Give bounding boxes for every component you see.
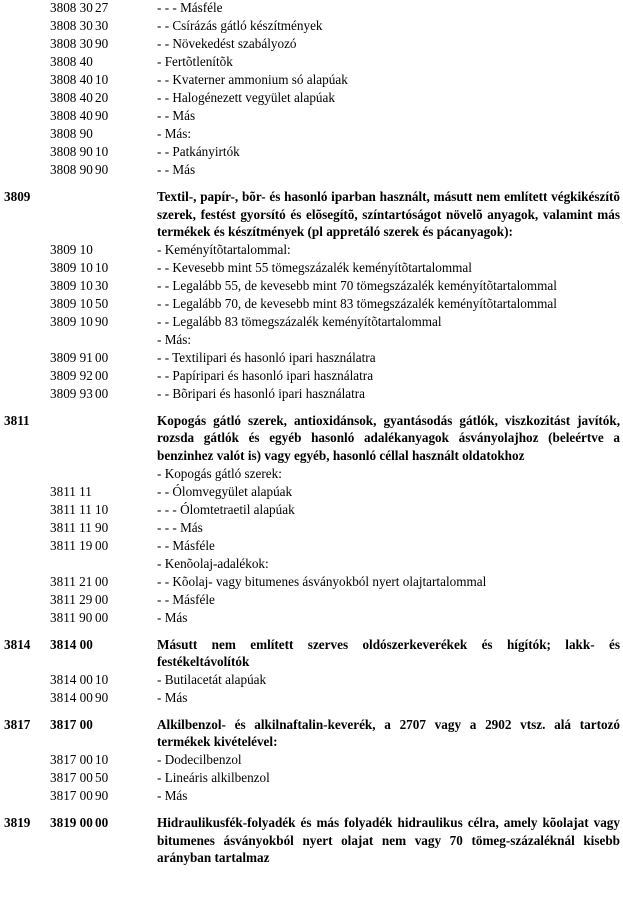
item-description: - Más: bbox=[157, 126, 192, 141]
sub-code: 10 bbox=[95, 671, 109, 687]
sub-code: 27 bbox=[95, 0, 109, 15]
sub-code: 30 bbox=[95, 18, 109, 33]
tariff-code: 3811 11 bbox=[50, 483, 92, 499]
item-description: - - Másféle bbox=[157, 537, 215, 553]
item-description: - Lineáris alkilbenzol bbox=[157, 769, 270, 785]
section-3814-rows bbox=[0, 671, 623, 707]
tariff-code: 3814 00 bbox=[50, 671, 93, 687]
table-row bbox=[0, 331, 623, 349]
table-row bbox=[0, 161, 623, 179]
tariff-code: 3808 40 bbox=[50, 108, 93, 123]
sub-code: 10 bbox=[95, 144, 109, 159]
heading-number: 3811 bbox=[4, 412, 30, 428]
table-row bbox=[0, 17, 623, 35]
tariff-code: 3808 90 bbox=[50, 162, 93, 177]
item-description: - - Papíripari és hasonló ipari használatra bbox=[157, 367, 374, 383]
item-description: - - Másféle bbox=[157, 591, 215, 607]
sub-code: 10 bbox=[95, 751, 109, 767]
table-row bbox=[0, 0, 623, 17]
table-row bbox=[0, 671, 623, 689]
item-description: - Dodecilbenzol bbox=[157, 751, 242, 767]
table-row bbox=[0, 35, 623, 53]
sub-code: 90 bbox=[95, 162, 109, 177]
tariff-code: 3811 11 bbox=[50, 501, 92, 517]
item-description: - - Legalább 83 tömegszázalék keményítõtartalommal bbox=[157, 313, 442, 329]
item-description: - - Más bbox=[157, 108, 196, 123]
sub-code: 00 bbox=[95, 573, 109, 589]
table-row bbox=[0, 483, 623, 501]
heading-code: 3817 00 bbox=[50, 716, 93, 732]
sub-code: 90 bbox=[95, 108, 109, 123]
tariff-code: 3817 00 bbox=[50, 787, 93, 803]
sub-code: 00 bbox=[95, 609, 109, 625]
item-description: - - Más bbox=[157, 162, 196, 177]
tariff-code: 3809 10 bbox=[50, 241, 93, 257]
sub-code: 50 bbox=[95, 769, 109, 785]
item-description: - - - Másféle bbox=[157, 0, 223, 15]
tariff-code: 3808 40 bbox=[50, 90, 93, 105]
tariff-code: 3808 90 bbox=[50, 126, 93, 141]
table-row bbox=[0, 537, 623, 555]
heading-block-3817 bbox=[0, 716, 623, 751]
tariff-code: 3808 30 bbox=[50, 18, 93, 33]
table-row bbox=[0, 769, 623, 787]
item-description: - - Bõripari és hasonló ipari használatra bbox=[157, 385, 365, 401]
item-description: - - Kõolaj- vagy bitumenes ásványokból nyert olajtartalommal bbox=[157, 573, 487, 589]
item-description: - - - Más bbox=[157, 519, 203, 535]
heading-title: Alkilbenzol- és alkilnaftalin-keverék, a 2707 vagy a 2902 vtsz. alá tartozó termékek kivételével: bbox=[157, 716, 620, 750]
sub-code: 10 bbox=[95, 259, 109, 275]
item-description: - - Textilipari és hasonló ipari használatra bbox=[157, 349, 376, 365]
table-row bbox=[0, 313, 623, 331]
table-row bbox=[0, 89, 623, 107]
table-row bbox=[0, 573, 623, 591]
table-row bbox=[0, 143, 623, 161]
table-row bbox=[0, 787, 623, 805]
table-row bbox=[0, 125, 623, 143]
sub-code: 90 bbox=[95, 36, 109, 51]
table-row bbox=[0, 277, 623, 295]
item-description: - Keményítõtartalommal: bbox=[157, 241, 291, 257]
table-row bbox=[0, 241, 623, 259]
item-description: - Kenõolaj-adalékok: bbox=[157, 555, 269, 571]
item-description: - Más bbox=[157, 609, 188, 625]
item-description: - - - Ólomtetraetil alapúak bbox=[157, 501, 295, 517]
tariff-code: 3817 00 bbox=[50, 769, 93, 785]
item-description: - - Növekedést szabályozó bbox=[157, 36, 297, 51]
tariff-code: 3808 30 bbox=[50, 36, 93, 51]
tariff-code: 3808 40 bbox=[50, 72, 93, 87]
tariff-code: 3809 92 bbox=[50, 367, 93, 383]
sub-code: 00 bbox=[95, 349, 109, 365]
item-description: - - Legalább 55, de kevesebb mint 70 tömegszázalék keményítõtartalommal bbox=[157, 277, 557, 293]
heading-number: 3817 bbox=[4, 716, 31, 732]
section-3809-rows bbox=[0, 241, 623, 403]
table-row bbox=[0, 751, 623, 769]
heading-block-3811 bbox=[0, 412, 623, 465]
table-row bbox=[0, 107, 623, 125]
tariff-code: 3809 91 bbox=[50, 349, 93, 365]
table-row bbox=[0, 689, 623, 707]
tariff-code: 3809 10 bbox=[50, 313, 93, 329]
tariff-code: 3809 10 bbox=[50, 259, 93, 275]
tariff-code: 3817 00 bbox=[50, 751, 93, 767]
sub-code: 90 bbox=[95, 689, 109, 705]
section-3808-rows bbox=[0, 0, 623, 179]
sub-code: 90 bbox=[95, 313, 109, 329]
tariff-code: 3811 90 bbox=[50, 609, 93, 625]
sub-code: 30 bbox=[95, 277, 109, 293]
sub-code: 00 bbox=[95, 537, 109, 553]
tariff-code: 3808 30 bbox=[50, 0, 93, 15]
item-description: - Más bbox=[157, 689, 188, 705]
tariff-code: 3809 10 bbox=[50, 277, 93, 293]
item-description: - - Patkányirtók bbox=[157, 144, 240, 159]
sub-code: 90 bbox=[95, 787, 109, 803]
item-description: - Fertõtlenítõk bbox=[157, 54, 233, 69]
item-description: - - Csírázás gátló készítmények bbox=[157, 18, 323, 33]
sub-code: 00 bbox=[95, 591, 109, 607]
item-description: - - Legalább 70, de kevesebb mint 83 tömegszázalék keményítõtartalommal bbox=[157, 295, 557, 311]
heading-code: 3819 00 bbox=[50, 814, 93, 830]
table-row bbox=[0, 71, 623, 89]
tariff-code: 3811 19 bbox=[50, 537, 93, 553]
section-3817-rows bbox=[0, 751, 623, 805]
heading-title: Textil-, papír-, bõr- és hasonló iparban használt, másutt nem említett végkikészítõ szerek, festést gyorsító és elõsegítõ, színtartóságot növelõ anyagok, valamint más termékek és készítmények (pl appretáló szerek és pácanyagok): bbox=[157, 189, 620, 240]
sub-code: 90 bbox=[95, 519, 109, 535]
heading-block-3814 bbox=[0, 636, 623, 671]
item-description: - Butilacetát alapúak bbox=[157, 671, 267, 687]
table-row bbox=[0, 609, 623, 627]
heading-number: 3819 bbox=[4, 814, 31, 830]
tariff-code: 3808 40 bbox=[50, 54, 93, 69]
heading-number: 3809 bbox=[4, 189, 31, 204]
section-3811-rows bbox=[0, 465, 623, 627]
heading-code: 3814 00 bbox=[50, 636, 93, 652]
heading-sub-code: 00 bbox=[95, 814, 109, 830]
tariff-code: 3808 90 bbox=[50, 144, 93, 159]
tariff-code: 3811 29 bbox=[50, 591, 93, 607]
item-description: - Más bbox=[157, 787, 188, 803]
item-description: - Más: bbox=[157, 331, 192, 347]
item-description: - - Ólomvegyület alapúak bbox=[157, 483, 293, 499]
table-row bbox=[0, 295, 623, 313]
table-row bbox=[0, 259, 623, 277]
heading-number: 3814 bbox=[4, 636, 31, 652]
tariff-code: 3809 93 bbox=[50, 385, 93, 401]
table-row bbox=[0, 385, 623, 403]
item-description: - - Halogénezett vegyület alapúak bbox=[157, 90, 335, 105]
sub-code: 00 bbox=[95, 367, 109, 383]
heading-title: Másutt nem említett szerves oldószerkeverékek és hígítók; lakk- és festékeltávolítók bbox=[157, 636, 620, 670]
sub-code: 10 bbox=[95, 72, 109, 87]
heading-block-3809 bbox=[0, 188, 623, 241]
table-row bbox=[0, 519, 623, 537]
tariff-code: 3811 21 bbox=[50, 573, 93, 589]
item-description: - Kopogás gátló szerek: bbox=[157, 465, 282, 481]
table-row bbox=[0, 555, 623, 573]
sub-code: 20 bbox=[95, 90, 109, 105]
sub-code: 10 bbox=[95, 501, 109, 517]
table-row bbox=[0, 501, 623, 519]
table-row bbox=[0, 349, 623, 367]
sub-code: 50 bbox=[95, 295, 109, 311]
tariff-code: 3809 10 bbox=[50, 295, 93, 311]
heading-block-3819 bbox=[0, 814, 623, 867]
table-row bbox=[0, 465, 623, 483]
table-row bbox=[0, 367, 623, 385]
tariff-code: 3811 11 bbox=[50, 519, 92, 535]
item-description: - - Kvaterner ammonium só alapúak bbox=[157, 72, 348, 87]
item-description: - - Kevesebb mint 55 tömegszázalék keményítõtartalommal bbox=[157, 259, 472, 275]
table-row bbox=[0, 591, 623, 609]
heading-title: Kopogás gátló szerek, antioxidánsok, gyantásodás gátlók, viszkozitást javítók, rozsda gátlók és egyéb hasonló adalékanyagok ásványolajhoz (beleértve a benzinhez valót is) vagy egyéb, hasonló céllal használt oldatokhoz bbox=[157, 412, 620, 463]
heading-title: Hidraulikusfék-folyadék és más folyadék hidraulikus célra, amely kõolajat vagy bitumenes ásványokból nyert olajat nem vagy 70 tömeg-százaléknál kisebb arányban tartalmaz bbox=[157, 814, 620, 866]
tariff-code: 3814 00 bbox=[50, 689, 93, 705]
table-row bbox=[0, 53, 623, 71]
sub-code: 00 bbox=[95, 385, 109, 401]
